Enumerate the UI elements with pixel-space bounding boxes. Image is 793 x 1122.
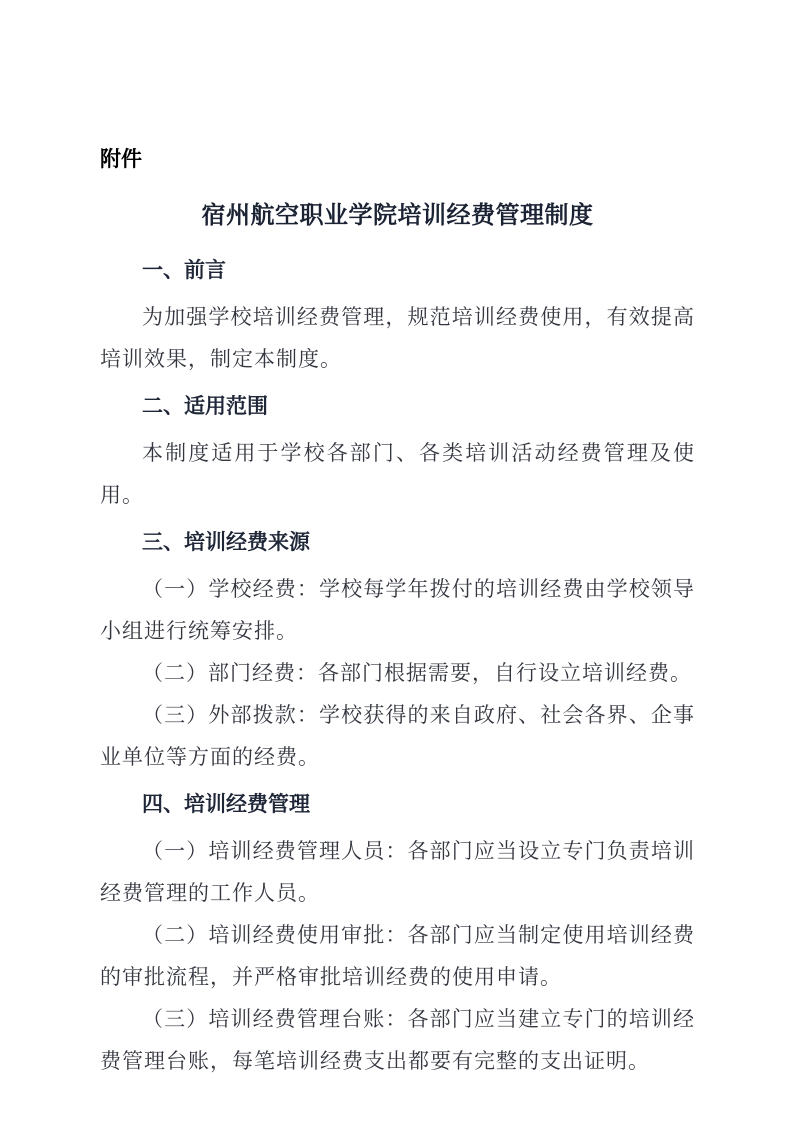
section-preface — [100, 256, 695, 380]
section-fund-management — [100, 790, 695, 1082]
section-heading-fund-sources: 三、培训经费来源 — [142, 531, 310, 554]
paragraph: 本制度适用于学校各部门、各类培训活动经费管理及使用。 — [100, 441, 695, 507]
paragraph: （二）培训经费使用审批：各部门应当制定使用培训经费的审批流程，并严格审批培训经费的使用申请。 — [100, 923, 695, 989]
paragraph: （三）培训经费管理台账：各部门应当建立专门的培训经费管理台账，每笔培训经费支出都要有完整的支出证明。 — [100, 1007, 695, 1073]
paragraph: 为加强学校培训经费管理，规范培训经费使用，有效提高培训效果，制定本制度。 — [100, 305, 695, 371]
section-scope — [100, 392, 695, 516]
section-heading-preface: 一、前言 — [142, 259, 226, 282]
paragraph: （三）外部拨款：学校获得的来自政府、社会各界、企事业单位等方面的经费。 — [100, 703, 695, 769]
section-heading-scope: 二、适用范围 — [142, 395, 268, 418]
paragraph: （一）学校经费：学校每学年拨付的培训经费由学校领导小组进行统筹安排。 — [100, 577, 695, 643]
section-heading-fund-management: 四、培训经费管理 — [142, 793, 310, 816]
paragraph: （二）部门经费：各部门根据需要，自行设立培训经费。 — [142, 661, 692, 685]
attachment-label: 附件 — [100, 148, 142, 171]
document-title: 宿州航空职业学院培训经费管理制度 — [201, 202, 594, 229]
paragraph: （一）培训经费管理人员：各部门应当设立专门负责培训经费管理的工作人员。 — [100, 839, 695, 905]
section-fund-sources — [100, 528, 695, 778]
